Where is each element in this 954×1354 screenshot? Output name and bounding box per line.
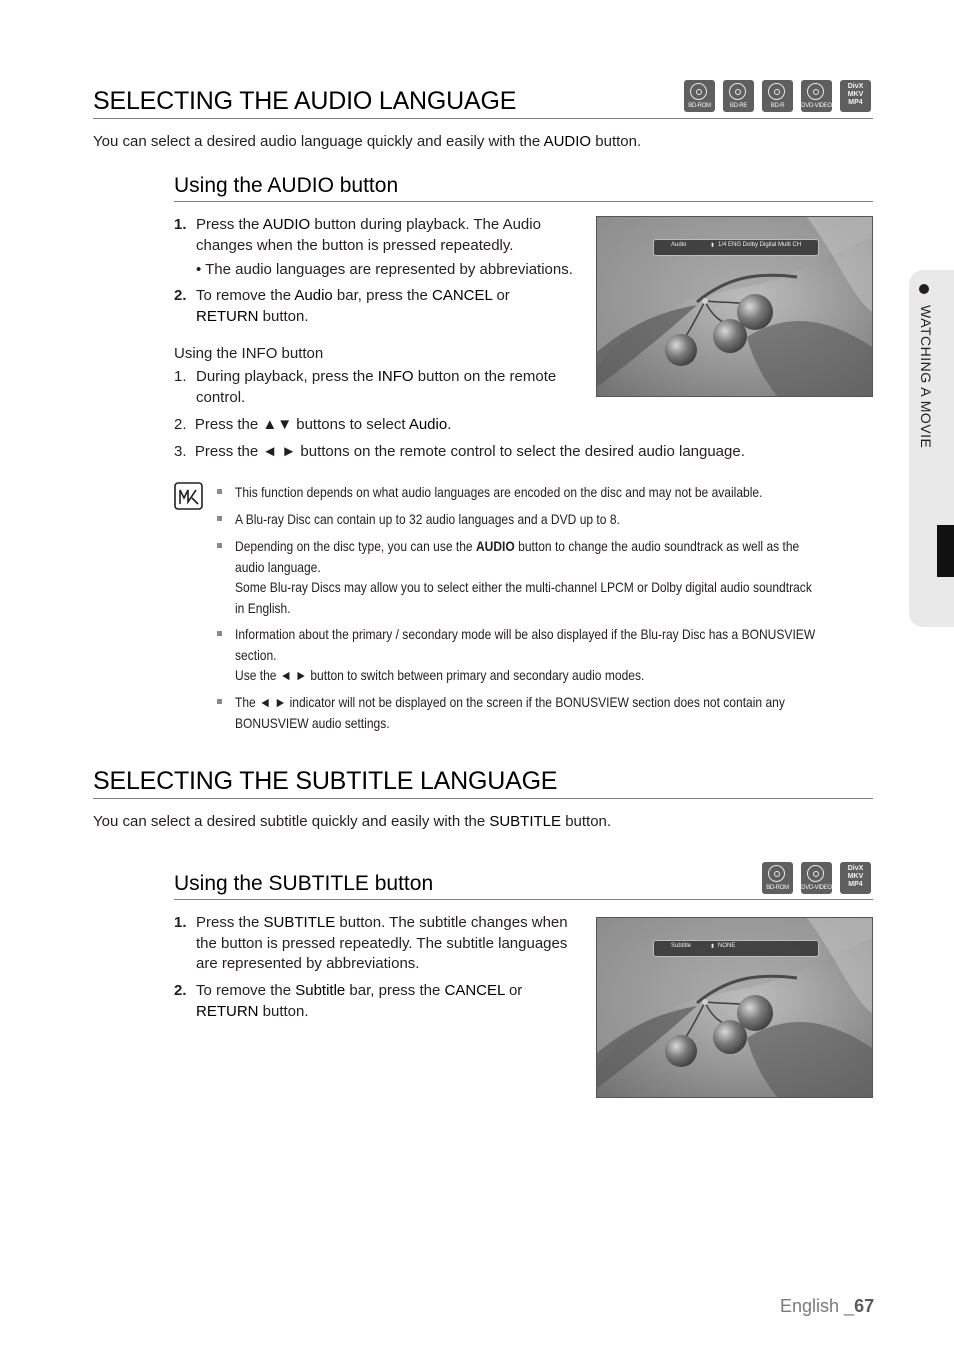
- up-down-arrows-icon: ⬍: [710, 944, 716, 950]
- audio-button-heading: Using the AUDIO button: [174, 174, 399, 197]
- page-title-subtitle-language: SELECTING THE SUBTITLE LANGUAGE: [93, 767, 558, 795]
- note-5: The ◄ ► indicator will not be displayed on the screen if the BONUSVIEW section does not contain any BONUSVIEW audio settings.: [235, 694, 785, 731]
- note-2: A Blu-ray Disc can contain up to 32 audio languages and a DVD up to 8.: [235, 511, 620, 527]
- heading-rule: [174, 201, 873, 202]
- bd-r-icon: BD-R: [762, 80, 793, 112]
- up-down-arrows-icon: ⬍: [710, 243, 716, 249]
- audio-screenshot: [596, 216, 873, 397]
- note-bullet: [217, 543, 222, 548]
- subtitle-osd-bar: Subtitle ⬍ NONE: [653, 940, 819, 957]
- audio-osd-bar: Audio ⬍ 1/4 ENG Dolby Digital Multi CH: [653, 239, 819, 256]
- subtitle-button-heading: Using the SUBTITLE button: [174, 872, 434, 895]
- audio-step-1-bullet: • The audio languages are represented by abbreviations.: [196, 261, 573, 278]
- dvd-video-icon: DVD-VIDEO: [801, 80, 832, 112]
- info-button-heading: Using the INFO button: [174, 345, 324, 362]
- chapter-label: WATCHING A MOVIE: [918, 305, 934, 449]
- note-4: Information about the primary / secondary mode will be also displayed if the Blu-ray Disc has a BONUSVIEW section. Use the ◄ ► button to switch between primary and secondary audio modes.: [235, 626, 816, 683]
- heading-rule: [174, 899, 873, 900]
- chapter-dot-icon: [919, 284, 929, 294]
- note-bullet: [217, 631, 222, 636]
- disc-type-icons: [684, 80, 874, 114]
- bd-rom-icon: BD-ROM: [684, 80, 715, 112]
- info-step-2: 2. Press the ▲▼ buttons to select Audio.: [174, 416, 452, 433]
- disc-type-icons: [762, 862, 874, 896]
- note-1: This function depends on what audio languages are encoded on the disc and may not be available.: [235, 484, 763, 500]
- page-title-audio-language: SELECTING THE AUDIO LANGUAGE: [93, 87, 517, 115]
- title-rule: [93, 798, 873, 799]
- note-3: Depending on the disc type, you can use the AUDIO button to change the audio soundtrack as well as the audio language. Some Blu-ray Discs may allow you to select either the multi-channel LPCM or Dolby digital audio soundtrack in English.: [235, 538, 812, 616]
- dvd-video-icon: DVD-VIDEO: [801, 862, 832, 894]
- audio-intro-text: You can select a desired audio language quickly and easily with the AUDIO button.: [93, 133, 642, 150]
- chapter-marker: [937, 525, 954, 577]
- note-bullet: [217, 516, 222, 521]
- note-icon: [174, 482, 203, 510]
- divx-mkv-mp4-icon: DivX MKV MP4: [840, 80, 871, 112]
- note-bullet: [217, 489, 222, 494]
- divx-mkv-mp4-icon: DivX MKV MP4: [840, 862, 871, 894]
- bd-rom-icon: BD-ROM: [762, 862, 793, 894]
- note-bullet: [217, 699, 222, 704]
- bd-re-icon: BD-RE: [723, 80, 754, 112]
- subtitle-screenshot: [596, 917, 873, 1098]
- page-number: 67: [854, 1296, 875, 1316]
- info-step-3: 3. Press the ◄ ► buttons on the remote control to select the desired audio language.: [174, 443, 745, 460]
- page-footer: English _67: [780, 1296, 875, 1316]
- subtitle-intro-text: You can select a desired subtitle quickly and easily with the SUBTITLE button.: [93, 813, 612, 830]
- title-rule: [93, 118, 873, 119]
